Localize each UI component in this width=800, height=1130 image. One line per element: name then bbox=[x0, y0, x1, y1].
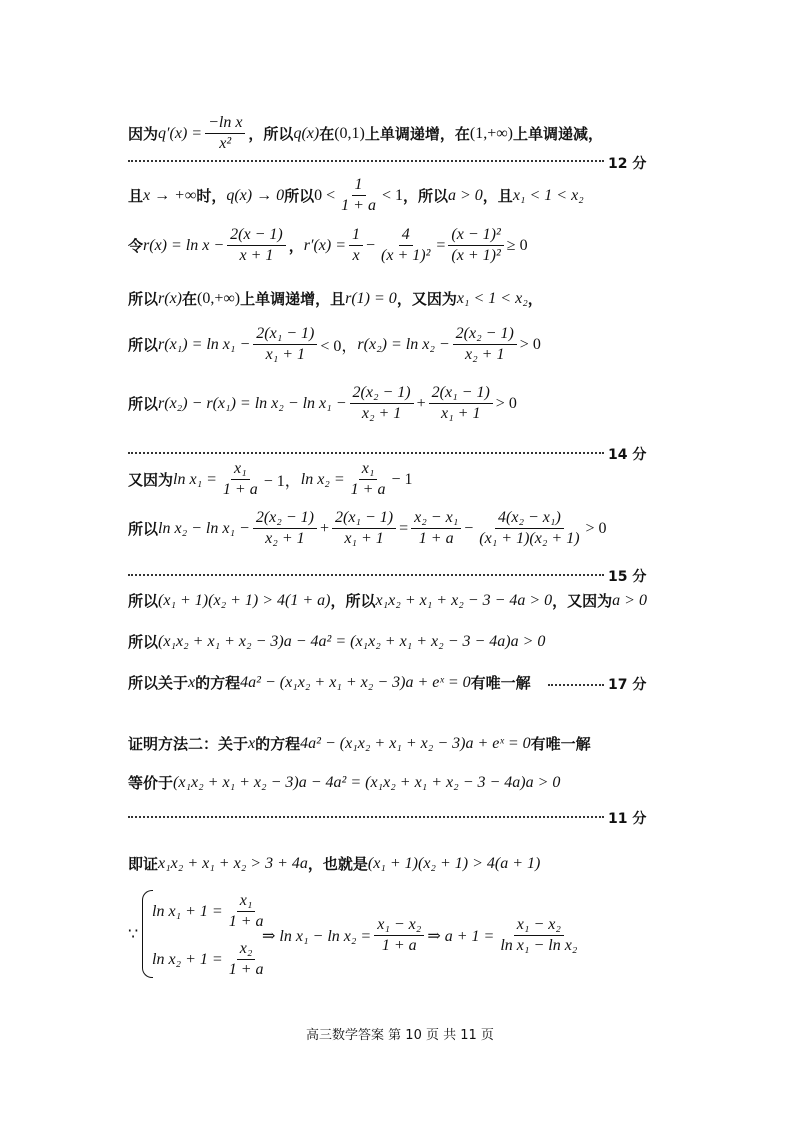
text: 上单调递减， bbox=[512, 125, 603, 143]
fraction: $\frac{\text{2(x₂ − 1)}}{\text{x₂ + 1}}$ bbox=[453, 325, 517, 364]
text: 在 bbox=[319, 125, 335, 143]
math: r′(x) = bbox=[303, 236, 346, 254]
math: x₁ < 1 < x₂ bbox=[456, 289, 528, 307]
score-dots bbox=[548, 684, 604, 686]
text: ， bbox=[288, 237, 304, 255]
fraction: $\frac{\text{2(x₂ − 1)}}{\text{x₂ + 1}}$ bbox=[350, 384, 414, 423]
math: (x₁x₂ + x₁ + x₂ − 3)a − 4a² = (x₁x₂ + x₁ + x₂ − 3 − 4a)a > 0 bbox=[158, 632, 546, 650]
line-3 bbox=[128, 226, 680, 265]
math: + bbox=[319, 519, 329, 537]
math: > 0 bbox=[585, 519, 607, 537]
text: 所以 bbox=[128, 592, 159, 610]
line-12 bbox=[128, 733, 680, 754]
math: ln x₂ = bbox=[300, 470, 345, 488]
fraction: $\frac{\text{2(x₁ − 1)}}{\text{x₁ + 1}}$ bbox=[253, 325, 317, 364]
text: 所以 bbox=[128, 395, 159, 413]
text: 上单调递增，且 bbox=[240, 290, 346, 308]
math: 4a² − (x₁x₂ + x₁ + x₂ − 3)a + eˣ = 0 bbox=[300, 734, 531, 752]
math: − bbox=[366, 236, 376, 254]
score-14: 14 分 bbox=[608, 447, 647, 463]
math: + bbox=[416, 394, 426, 412]
math: 0 < bbox=[314, 186, 336, 204]
text: 因为 bbox=[128, 125, 159, 143]
score-11: 11 分 bbox=[608, 811, 647, 827]
fraction: $\frac{\text{(x − 1)²}}{\text{(x + 1)²}}$ bbox=[448, 226, 503, 265]
line-4 bbox=[128, 288, 680, 309]
text: 时， bbox=[196, 187, 227, 205]
fraction: $\frac{\text{x₁ − x₂}}{1 + a}$ bbox=[374, 916, 424, 955]
math: (x₁x₂ + x₁ + x₂ − 3)a − 4a² = (x₁x₂ + x₁ + x₂ − 3 − 4a)a > 0 bbox=[173, 773, 561, 791]
math: ln x₂ − ln x₁ − bbox=[158, 519, 250, 537]
math: ln x₂ + 1 = bbox=[152, 950, 223, 968]
text: 所以 bbox=[284, 187, 315, 205]
score-dots bbox=[128, 160, 604, 162]
fraction: $\frac{2(x - 1)}{x + 1}$ bbox=[227, 226, 286, 265]
line-13 bbox=[128, 772, 680, 793]
math: x₁ < 1 < x₂ bbox=[512, 186, 584, 204]
math: ln x₁ + 1 = bbox=[152, 902, 223, 920]
line-1 bbox=[128, 114, 680, 153]
text: 所以 bbox=[128, 290, 159, 308]
math: r(x₁) = ln x₁ − bbox=[158, 335, 251, 353]
fraction: $\frac{\text{4(x₂ − x₁)}}{\text{(x₁ + 1)(x₂ + 1)}}$ bbox=[479, 509, 580, 547]
system-derivation bbox=[262, 916, 583, 955]
line-9 bbox=[128, 590, 680, 611]
math: q(x) → 0 bbox=[226, 186, 285, 204]
math: x → +∞ bbox=[143, 186, 197, 204]
math: ≥ 0 bbox=[506, 236, 528, 254]
line-10 bbox=[128, 631, 680, 652]
math: − 1 bbox=[391, 470, 413, 488]
line-6 bbox=[128, 384, 680, 423]
math: ⇒ a + 1 = bbox=[427, 927, 495, 945]
text: ， bbox=[527, 290, 543, 308]
because-symbol: ∵ bbox=[128, 926, 139, 943]
math: = bbox=[399, 519, 409, 537]
text: ，又因为 bbox=[552, 592, 613, 610]
text: 所以 bbox=[128, 520, 159, 538]
fraction: $\frac{\text{x₂ − x₁}}{1 + a}$ bbox=[411, 509, 461, 548]
score-15: 15 分 bbox=[608, 569, 647, 585]
text: 在 bbox=[182, 290, 198, 308]
text: 所以 bbox=[128, 633, 159, 651]
math: (x₁ + 1)(x₂ + 1) > 4(a + 1) bbox=[367, 854, 541, 872]
text: 令 bbox=[128, 237, 144, 255]
text: ，所以 bbox=[402, 187, 448, 205]
text: ，也就是 bbox=[307, 855, 368, 873]
fraction: $\frac{\text{2(x₁ − 1)}}{\text{x₁ + 1}}$ bbox=[429, 384, 493, 423]
text: ，且 bbox=[482, 187, 513, 205]
math: x₁x₂ + x₁ + x₂ − 3 − 4a > 0 bbox=[375, 591, 553, 609]
math: a > 0 bbox=[612, 591, 647, 609]
math: (0,1) bbox=[334, 124, 365, 142]
math: (0,+∞) bbox=[197, 289, 241, 307]
text: 上单调递增，在 bbox=[364, 125, 470, 143]
line-11 bbox=[128, 672, 680, 693]
fraction: $\frac{\text{x₁}}{1 + a}$ bbox=[222, 460, 258, 498]
fraction: $\frac{\text{2(x₂ − 1)}}{\text{x₂ + 1}}$ bbox=[253, 509, 317, 548]
line-14 bbox=[128, 853, 680, 874]
line-8 bbox=[128, 509, 680, 548]
math: ln x₁ = bbox=[173, 470, 217, 488]
math: = bbox=[436, 236, 446, 254]
text: 即证 bbox=[128, 855, 159, 873]
system-row-2 bbox=[152, 940, 270, 979]
text: 等价于 bbox=[128, 774, 174, 792]
math: q′(x) = bbox=[158, 124, 203, 142]
system-row-1 bbox=[152, 892, 270, 931]
math: 4a² − (x₁x₂ + x₁ + x₂ − 3)a + eˣ = 0 bbox=[240, 673, 471, 691]
math: ⇒ ln x₁ − ln x₂ = bbox=[262, 927, 372, 945]
math: − bbox=[464, 519, 474, 537]
fraction: $\frac{\text{−ln x}}{\text{x²}}$ bbox=[205, 114, 245, 153]
math: a > 0 bbox=[448, 186, 483, 204]
math: > 0 bbox=[519, 335, 541, 353]
math: r(1) = 0 bbox=[345, 289, 397, 307]
line-5 bbox=[128, 325, 680, 364]
fraction: $\frac{\text{2(x₁ − 1)}}{\text{x₁ + 1}}$ bbox=[332, 509, 396, 548]
fraction: $\frac{\text{x₁}}{1 + a}$ bbox=[228, 892, 264, 930]
score-12: 12 分 bbox=[608, 156, 647, 172]
page-footer: 高三数学答案 第 10 页 共 11 页 bbox=[306, 1028, 494, 1043]
text: ，所以 bbox=[248, 125, 294, 143]
line-2 bbox=[128, 176, 680, 215]
score-dots bbox=[128, 816, 604, 818]
math: r(x) = ln x − bbox=[143, 236, 225, 254]
text: 且 bbox=[128, 187, 144, 205]
line-7 bbox=[128, 460, 680, 499]
math: x₁x₂ + x₁ + x₂ > 3 + 4a bbox=[158, 854, 308, 872]
math: r(x) bbox=[158, 289, 182, 307]
fraction: $\frac{\text{x₁ − x₂}}{\text{ln x₁ − ln x₂}}$ bbox=[500, 916, 578, 954]
math: q(x) bbox=[293, 124, 320, 142]
text: 的方程 bbox=[255, 735, 301, 753]
score-17: 17 分 bbox=[608, 677, 647, 693]
math: x bbox=[248, 734, 256, 752]
math: > 0 bbox=[495, 394, 517, 412]
fraction: $\frac{\text{x₁}}{1 + a}$ bbox=[350, 460, 386, 498]
fraction: $\frac{1}{1 + a}$ bbox=[341, 176, 376, 214]
text: 所以 bbox=[128, 336, 159, 354]
math: < 1 bbox=[381, 186, 403, 204]
score-dots bbox=[128, 452, 604, 454]
fraction: $\frac{\text{x₂}}{1 + a}$ bbox=[228, 940, 264, 978]
math: < 0， bbox=[320, 338, 358, 355]
text: 的方程 bbox=[195, 674, 241, 692]
math: x bbox=[188, 673, 196, 691]
text: 所以关于 bbox=[128, 674, 189, 692]
text: 有唯一解 bbox=[530, 735, 591, 753]
text: 有唯一解 bbox=[470, 674, 531, 692]
math: (1,+∞) bbox=[469, 124, 513, 142]
text: 证明方法二：关于 bbox=[128, 735, 249, 753]
text: 又因为 bbox=[128, 471, 174, 489]
math: (x₁ + 1)(x₂ + 1) > 4(1 + a) bbox=[158, 591, 331, 609]
math: r(x₂) − r(x₁) = ln x₂ − ln x₁ − bbox=[158, 394, 347, 412]
fraction: $\frac{1}{x}$ bbox=[349, 226, 363, 265]
score-dots bbox=[128, 574, 604, 576]
math: r(x₂) = ln x₂ − bbox=[357, 335, 450, 353]
math: − 1， bbox=[263, 473, 301, 490]
text: ，又因为 bbox=[396, 290, 457, 308]
fraction: $\frac{4}{\text{(x + 1)²}}$ bbox=[381, 226, 431, 264]
text: ，所以 bbox=[330, 592, 376, 610]
